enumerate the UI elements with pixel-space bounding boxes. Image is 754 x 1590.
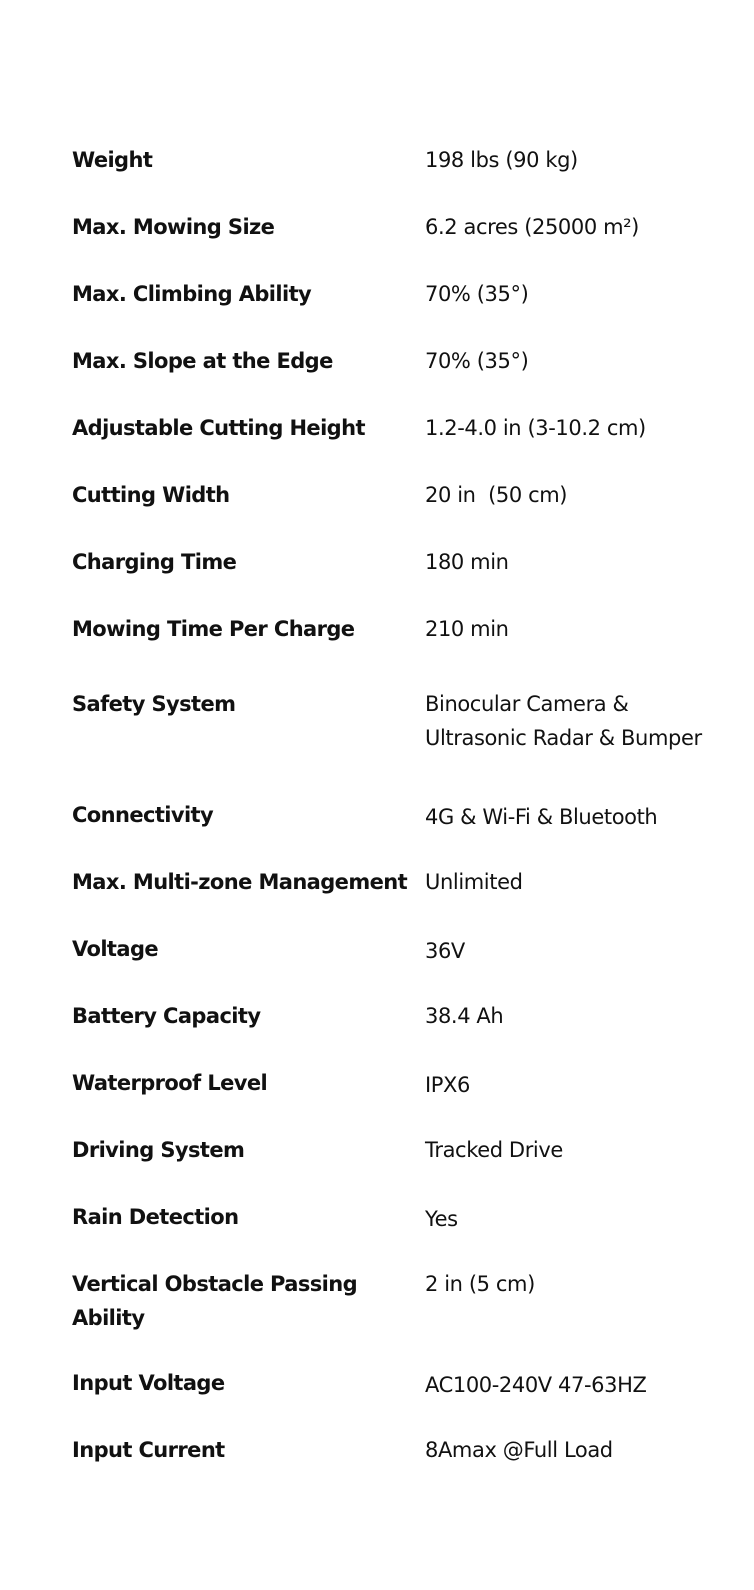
spec-label: Safety System <box>72 692 236 716</box>
spec-value: 2 in (5 cm) <box>425 1272 535 1296</box>
spec-value: IPX6 <box>425 1073 471 1097</box>
spec-label: Battery Capacity <box>72 1004 261 1028</box>
spec-label: Adjustable Cutting Height <box>72 416 365 440</box>
spec-value: 6.2 acres (25000 m²) <box>425 215 639 239</box>
spec-label: Driving System <box>72 1138 245 1162</box>
spec-value: 180 min <box>425 550 509 574</box>
spec-label: Weight <box>72 148 153 172</box>
spec-value: 20 in (50 cm) <box>425 483 568 507</box>
spec-label: Input Voltage <box>72 1371 225 1395</box>
spec-label: Waterproof Level <box>72 1071 268 1095</box>
spec-value: Yes <box>425 1207 458 1231</box>
spec-label: Voltage <box>72 937 159 961</box>
spec-value: Unlimited <box>425 870 523 894</box>
spec-value: 4G & Wi-Fi & Bluetooth <box>425 805 658 829</box>
spec-label: Input Current <box>72 1438 225 1462</box>
spec-value: 1.2-4.0 in (3-10.2 cm) <box>425 416 646 440</box>
spec-label-line-2: Ability <box>72 1306 145 1330</box>
spec-value-line-1: Binocular Camera & <box>425 692 629 716</box>
spec-label: Connectivity <box>72 803 214 827</box>
spec-value: 70% (35°) <box>425 282 529 306</box>
spec-label: Rain Detection <box>72 1205 239 1229</box>
spec-label: Max. Slope at the Edge <box>72 349 333 373</box>
spec-value-line-2: Ultrasonic Radar & Bumper <box>425 726 702 750</box>
spec-label: Max. Multi-zone Management <box>72 870 408 894</box>
spec-value: 198 lbs (90 kg) <box>425 148 578 172</box>
spec-label: Max. Climbing Ability <box>72 282 312 306</box>
spec-value: 38.4 Ah <box>425 1004 504 1028</box>
spec-value: 210 min <box>425 617 509 641</box>
spec-value: AC100-240V 47-63HZ <box>425 1373 647 1397</box>
spec-value: 36V <box>425 939 465 963</box>
spec-value: 8Amax @Full Load <box>425 1438 613 1462</box>
spec-label: Mowing Time Per Charge <box>72 617 355 641</box>
spec-label-line-1: Vertical Obstacle Passing <box>72 1272 358 1296</box>
spec-value: Tracked Drive <box>425 1138 563 1162</box>
spec-label: Charging Time <box>72 550 237 574</box>
spec-value: 70% (35°) <box>425 349 529 373</box>
spec-label: Cutting Width <box>72 483 230 507</box>
spec-label: Max. Mowing Size <box>72 215 275 239</box>
